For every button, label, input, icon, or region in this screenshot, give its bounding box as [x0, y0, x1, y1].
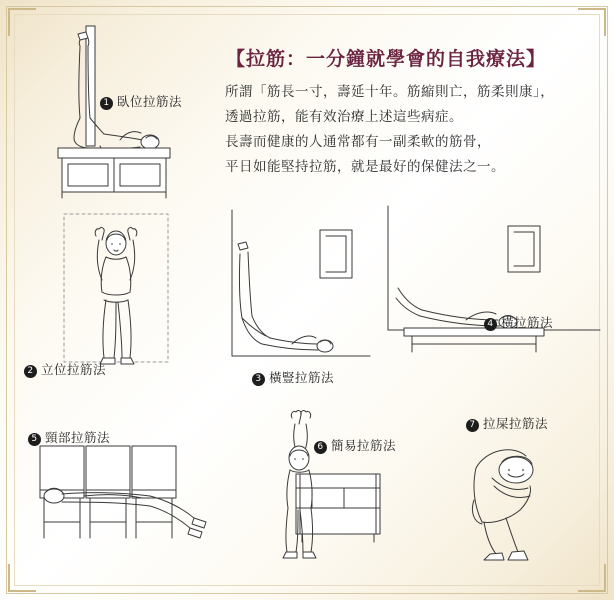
intro-line-1: 所謂「筋長一寸，壽延十年。筋縮則亡，筋柔則康」， [225, 84, 555, 100]
figure-5-caption [28, 428, 110, 446]
intro-line-3: 長壽而健康的人通常都有一副柔軟的筋骨， [225, 134, 491, 150]
figure-3-caption [252, 368, 334, 386]
figure-1-lying-stretch [58, 26, 170, 198]
figure-1-label: 臥位拉筋法 [117, 94, 183, 109]
figure-5-label: 頸部拉筋法 [45, 430, 111, 445]
figure-6-label: 簡易拉筋法 [331, 438, 397, 453]
figure-4-number: 4 [484, 318, 497, 331]
figure-4-label: 橫拉筋法 [501, 315, 554, 330]
figure-2-number: 2 [24, 365, 37, 378]
figure-3-number: 3 [252, 373, 265, 386]
figure-6-number: 6 [314, 441, 327, 454]
figure-2-caption [24, 360, 106, 378]
figure-4-caption [484, 313, 553, 331]
figure-3-label: 橫豎拉筋法 [269, 370, 335, 385]
figure-2-label: 立位拉筋法 [41, 362, 107, 377]
poster-title: 【拉筋：一分鐘就學會的自我療法】 [226, 48, 547, 70]
figure-1-number: 1 [100, 97, 113, 110]
figure-6-simple-stretch [283, 411, 380, 558]
figure-2-standing-stretch [64, 214, 168, 364]
figure-7-squat-stretch [472, 450, 533, 560]
figure-7-label: 拉屎拉筋法 [483, 416, 549, 431]
figure-7-caption [466, 414, 548, 432]
intro-line-2: 透過拉筋，能有效治療上述這些病症。 [225, 109, 463, 125]
figure-5-neck-stretch [40, 446, 206, 538]
figure-1-caption [100, 92, 182, 110]
intro-paragraph [225, 80, 597, 180]
figure-3-horizontal-vertical-stretch [232, 210, 370, 356]
figure-7-number: 7 [466, 419, 479, 432]
figure-6-caption [314, 436, 396, 454]
figure-5-number: 5 [28, 433, 41, 446]
intro-line-4: 平日如能堅持拉筋，就是最好的保健法之一。 [225, 159, 505, 175]
